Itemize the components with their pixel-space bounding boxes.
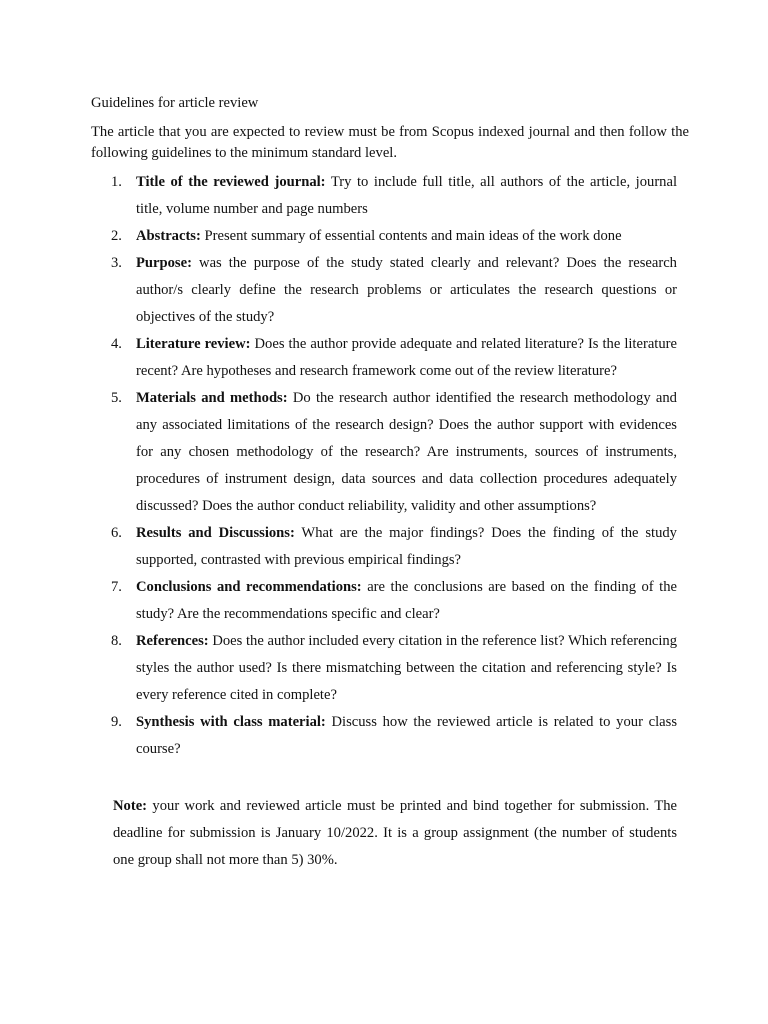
document-heading: Guidelines for article review bbox=[91, 95, 259, 111]
list-item-number: 3. bbox=[111, 255, 122, 272]
list-item bbox=[0, 385, 677, 519]
list-item bbox=[0, 223, 677, 250]
list-item-title: Literature review: bbox=[136, 336, 251, 353]
note-label: Note: bbox=[113, 798, 148, 814]
list-item-body: What are the major findings? Does the finding of the study supported, contrasted with previous empirical findings? bbox=[136, 524, 677, 568]
list-item-body: are the conclusions are based on the finding of the study? Are the recommendations specific and clear? bbox=[136, 578, 678, 622]
list-item-title: Abstracts: bbox=[136, 228, 201, 245]
list-item-title: Results and Discussions: bbox=[136, 524, 295, 541]
list-item-number: 8. bbox=[111, 633, 122, 650]
list-item-number: 6. bbox=[111, 524, 122, 541]
list-item-text bbox=[136, 223, 677, 250]
note-text: your work and reviewed article must be printed and bind together for submission. The deadline for submission is January 10/2022. It is a group assignment (the number of students one group shall not more than 5) 30%. bbox=[113, 798, 678, 868]
list-item-number: 4. bbox=[111, 336, 122, 353]
list-item-title: Title of the reviewed journal: bbox=[136, 174, 326, 190]
list-item-text bbox=[136, 331, 677, 385]
list-item-title: Materials and methods: bbox=[136, 390, 288, 407]
intro-paragraph: The article that you are expected to review must be from Scopus indexed journal and then follow the following guidelines to the minimum standard level. bbox=[91, 124, 689, 161]
list-item-number: 1. bbox=[111, 174, 122, 190]
list-item bbox=[0, 520, 677, 574]
list-item-title: Purpose: bbox=[136, 255, 192, 272]
list-item bbox=[0, 709, 677, 763]
list-item-body: Try to include full title, all authors of the article, journal title, volume number and page numbers bbox=[136, 174, 678, 217]
list-item-number: 7. bbox=[111, 578, 122, 595]
list-item-body: Does the author provide adequate and related literature? Is the literature recent? Are hypotheses and research framework come out of the review literature? bbox=[136, 336, 677, 380]
list-item-body: Present summary of essential contents and main ideas of the work done bbox=[204, 228, 622, 245]
list-item-text bbox=[136, 628, 677, 708]
list-item-text bbox=[136, 574, 677, 628]
list-item-text bbox=[136, 385, 677, 519]
list-item-body: Does the author included every citation in the reference list? Which referencing styles the author used? Is there mismatching between the citation and referencing style? Is every reference cited in complete? bbox=[136, 633, 677, 703]
note-paragraph bbox=[113, 793, 677, 873]
list-item bbox=[0, 628, 677, 708]
list-item bbox=[0, 169, 677, 223]
list-item-text bbox=[136, 169, 677, 223]
list-item-body: Do the research author identified the research methodology and any associated limitations of the research design? Does the author support with evidences for any chosen methodology of the research? Are instruments, sources of instruments, procedures of instrument design, data sources and data collection procedures adequately discussed? Does the author conduct reliability, validity and other assumptions? bbox=[136, 390, 677, 514]
list-item-number: 9. bbox=[111, 713, 122, 730]
list-item bbox=[0, 331, 677, 385]
list-item-number: 5. bbox=[111, 390, 122, 407]
list-item-text bbox=[136, 709, 677, 763]
list-item-text bbox=[136, 520, 677, 574]
list-item-title: References: bbox=[136, 633, 209, 650]
list-item bbox=[0, 250, 677, 330]
list-item-body: Discuss how the reviewed article is related to your class course? bbox=[136, 713, 677, 757]
list-item-text bbox=[136, 250, 677, 330]
list-item bbox=[0, 574, 677, 628]
list-item-body: was the purpose of the study stated clearly and relevant? Does the research author/s clearly define the research problems or articulates the research questions or objectives of the study? bbox=[136, 255, 677, 325]
list-item-title: Synthesis with class material: bbox=[136, 713, 326, 730]
list-item-title: Conclusions and recommendations: bbox=[136, 578, 362, 595]
guidelines-list bbox=[0, 169, 768, 763]
list-item-number: 2. bbox=[111, 228, 122, 245]
